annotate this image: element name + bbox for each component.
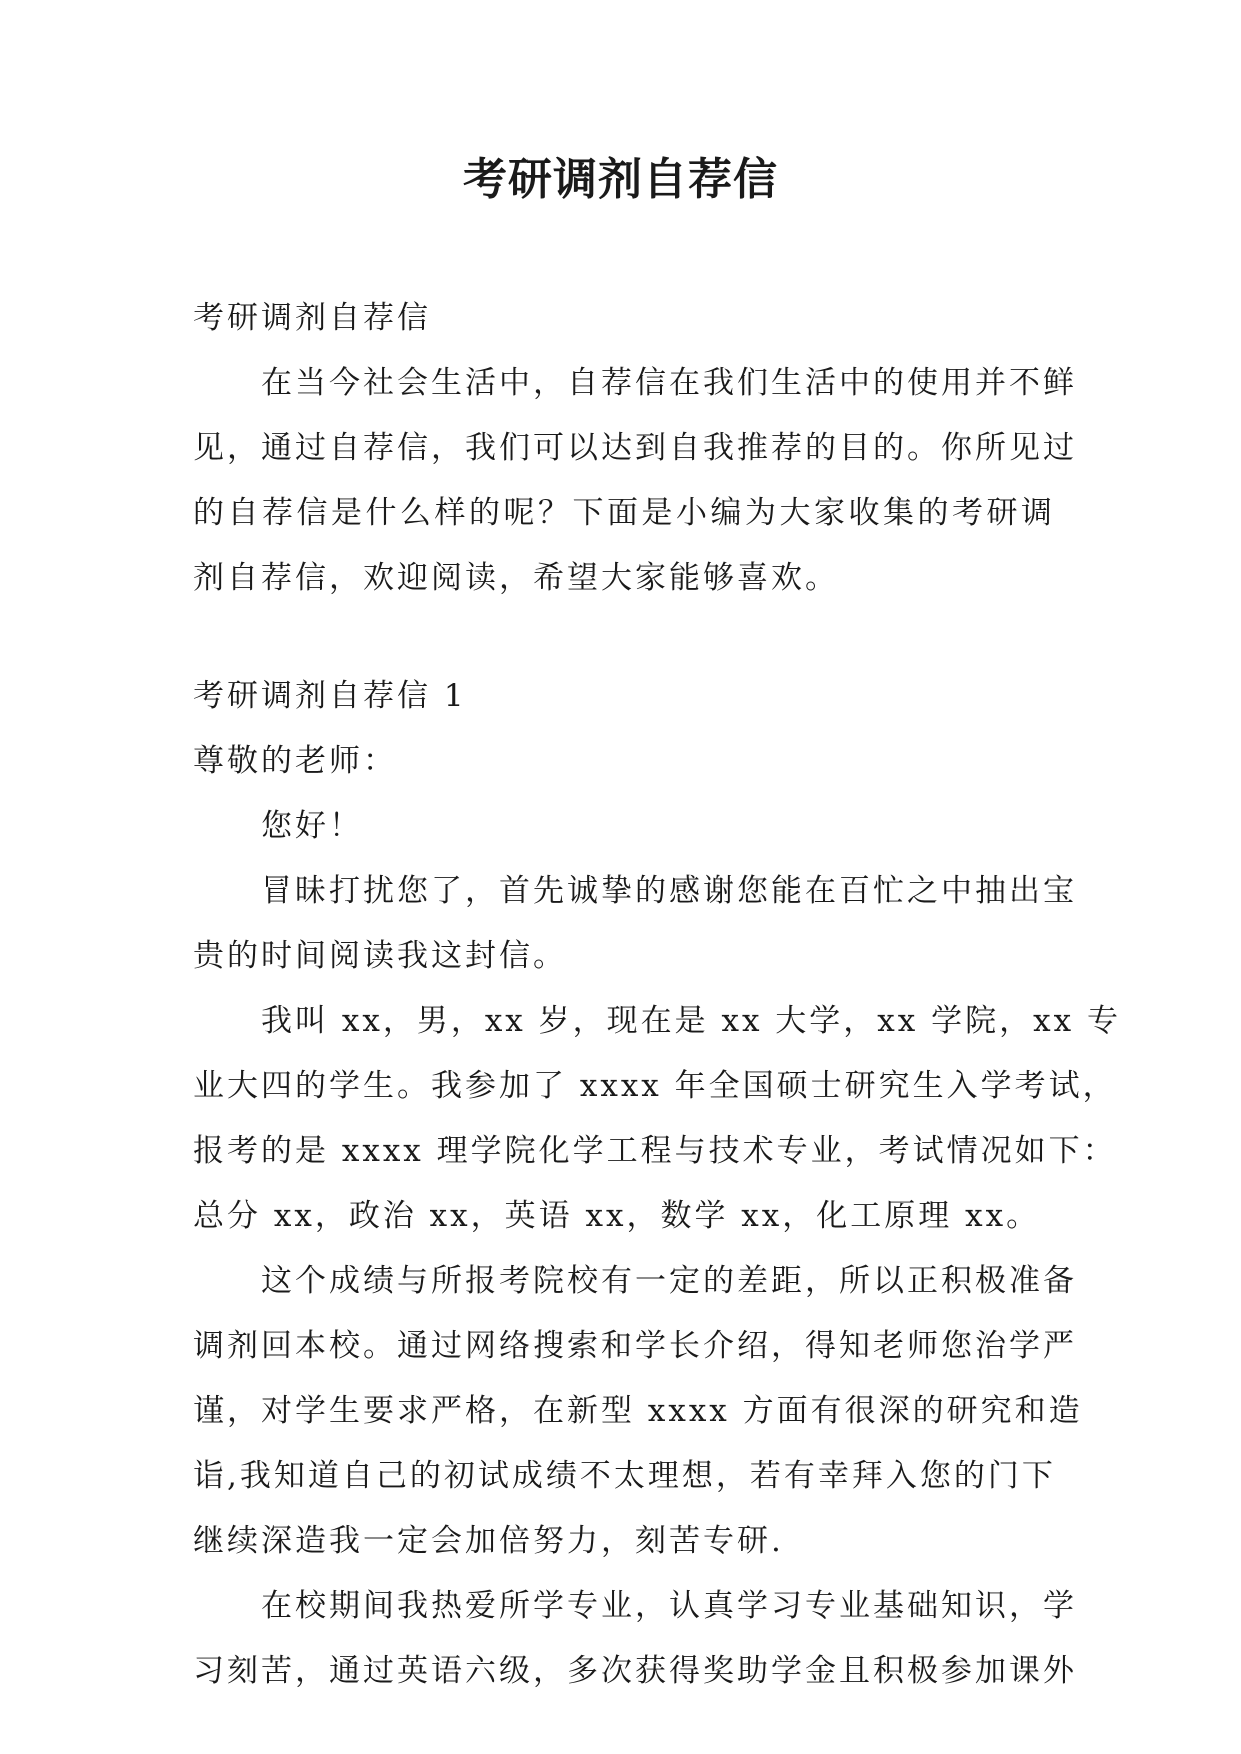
text-line: 尊敬的老师： bbox=[193, 743, 397, 779]
text-line: 总分 xx，政治 xx，英语 xx，数学 xx，化工原理 xx。 bbox=[193, 1198, 1041, 1234]
text-line: 我叫 xx，男，xx 岁，现在是 xx 大学，xx 学院，xx 专 bbox=[261, 1003, 1121, 1039]
text-line: 习刻苦，通过英语六级，多次获得奖助学金且积极参加课外 bbox=[193, 1653, 1077, 1689]
text-line: 报考的是 xxxx 理学院化学工程与技术专业，考试情况如下： bbox=[193, 1133, 1117, 1169]
text-line: 考研调剂自荐信 1 bbox=[193, 678, 467, 714]
text-line: 在当今社会生活中，自荐信在我们生活中的使用并不鲜 bbox=[261, 365, 1077, 401]
text-line: 调剂回本校。通过网络搜索和学长介绍，得知老师您治学严 bbox=[193, 1328, 1077, 1364]
text-line: 您好！ bbox=[261, 808, 363, 844]
text-line: 考研调剂自荐信 bbox=[193, 300, 431, 336]
text-line: 继续深造我一定会加倍努力，刻苦专研. bbox=[193, 1523, 784, 1559]
text-line: 的自荐信是什么样的呢？下面是小编为大家收集的考研调 bbox=[193, 495, 1055, 531]
text-line: 业大四的学生。我参加了 xxxx 年全国硕士研究生入学考试， bbox=[193, 1068, 1117, 1104]
paragraph-gap bbox=[193, 611, 1055, 664]
text-line: 冒昧打扰您了，首先诚挚的感谢您能在百忙之中抽出宝 bbox=[261, 873, 1077, 909]
text-line: 见，通过自荐信，我们可以达到自我推荐的目的。你所见过 bbox=[193, 430, 1077, 466]
text-line: 诣,我知道自己的初试成绩不太理想，若有幸拜入您的门下 bbox=[193, 1458, 1056, 1494]
text-line: 这个成绩与所报考院校有一定的差距，所以正积极准备 bbox=[261, 1263, 1077, 1299]
text-line: 剂自荐信，欢迎阅读，希望大家能够喜欢。 bbox=[193, 560, 839, 596]
text-line: 贵的时间阅读我这封信。 bbox=[193, 938, 567, 974]
text-line: 谨，对学生要求严格，在新型 xxxx 方面有很深的研究和造 bbox=[193, 1393, 1083, 1429]
document-body bbox=[193, 286, 1121, 1704]
text-line: 在校期间我热爱所学专业，认真学习专业基础知识，学 bbox=[261, 1588, 1077, 1624]
document-title: 考研调剂自荐信 bbox=[463, 154, 778, 205]
